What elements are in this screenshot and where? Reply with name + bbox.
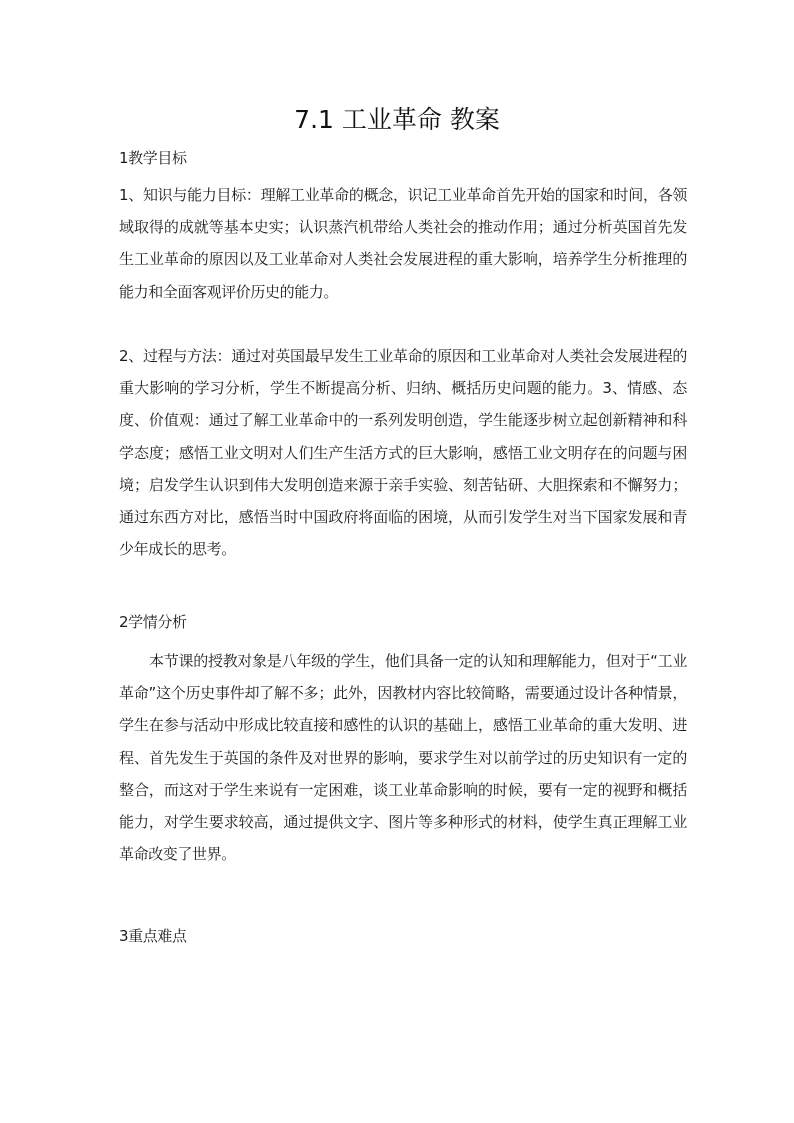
paragraph-student-analysis: 本节课的授教对象是八年级的学生，他们具备一定的认知和理解能力，但对于“工业革命”这个历史事件却了解不多；此外，因教材内容比较简略，需要通过设计各种情景，学生在参与活动中形成比较直接和感性的认识的基础上，感悟工业革命的重大发明、进程、首先发生于英国的条件及对世界的影响，要求学生对以前学过的历史知识有一定的整合，而这对于学生来说有一定困难，谈工业革命影响的时候，要有一定的视野和概括能力，对学生要求较高，通过提供文字、图片等多种形式的材料，使学生真正理解工业革命改变了世界。: [119, 652, 687, 864]
section-heading-student-analysis: 2学情分析: [119, 613, 187, 631]
document-title: 7.1 工业革命 教案: [294, 105, 500, 134]
section-heading-teaching-objectives: 1教学目标: [119, 149, 187, 167]
paragraph-process-method-emotion: 2、过程与方法：通过对英国最早发生工业革命的原因和工业革命对人类社会发展进程的重大影响的学习分析，学生不断提高分析、归纳、概括历史问题的能力。3、情感、态度、价值观：通过了解工业革命中的一系列发明创造，学生能逐步树立起创新精神和科学态度；感悟工业文明对人们生产生活方式的巨大影响，感悟工业文明存在的问题与困境；启发学生认识到伟大发明创造来源于亲手实验、刻苦钻研、大胆探索和不懈努力；通过东西方对比，感悟当时中国政府将面临的困境，从而引发学生对当下国家发展和青少年成长的思考。: [119, 347, 687, 559]
section-heading-key-difficulties: 3重点难点: [119, 927, 187, 945]
paragraph-knowledge-ability: 1、知识与能力目标：理解工业革命的概念，识记工业革命首先开始的国家和时间，各领域取得的成就等基本史实；认识蒸汽机带给人类社会的推动作用；通过分析英国首先发生工业革命的原因以及工业革命对人类社会发展进程的重大影响，培养学生分析推理的能力和全面客观评价历史的能力。: [119, 186, 687, 301]
